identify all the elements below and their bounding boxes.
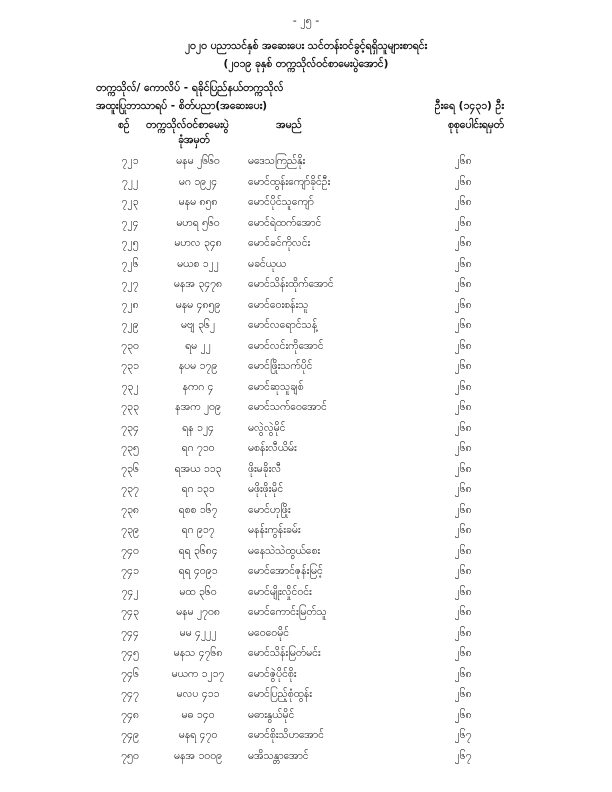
row-total: ၂၆၇ <box>454 729 472 741</box>
row-number: ၇၃၂ <box>121 380 139 393</box>
row-total: ၂၆၈ <box>454 380 472 393</box>
row-name: မောင်ဇွဲပိုင်စိုး <box>248 667 297 680</box>
table-row <box>0 217 612 235</box>
row-total: ၂၆၈ <box>454 278 472 290</box>
table-row <box>0 401 612 419</box>
row-name: မလွဲလွဲမိုင် <box>248 421 286 434</box>
table-row <box>0 319 612 337</box>
row-total: ၂၆၈ <box>454 155 472 167</box>
row-registration: မဓ ၁၄၀ <box>181 708 215 721</box>
row-name: မောင်ခင်ကိုလင်း <box>248 237 311 249</box>
row-total: ၂၆၈ <box>454 401 472 413</box>
row-number: ၇၄၂ <box>121 585 139 598</box>
row-registration: မနမ ၄၈၅၉ <box>175 298 221 311</box>
row-registration: ရဂ ၁၃၁ <box>181 483 215 495</box>
table-row <box>0 750 612 768</box>
table-row <box>0 196 612 214</box>
table-row <box>0 709 612 727</box>
row-total: ၂၆၈ <box>454 298 472 311</box>
row-registration: ရရ ၃၆၈၄ <box>178 544 218 557</box>
row-registration: မဟရ ၅၆၀ <box>176 216 220 229</box>
row-registration: မနအ ၁၀၀၉ <box>173 749 223 762</box>
row-name: မောင်စိုးသိဟအောင် <box>248 729 324 741</box>
row-name: မအိသန္တာအောင် <box>248 749 309 762</box>
row-total: ၂၆၈ <box>454 319 472 331</box>
row-number: ၇၂၆ <box>121 257 139 270</box>
row-number: ၇၂၈ <box>121 298 139 311</box>
row-total: ၂၆၈ <box>454 196 472 208</box>
row-name: မောင်အောင်ဇုန်းမြင့် <box>248 565 323 577</box>
row-registration: ရစစ ၁၆၇ <box>178 503 218 516</box>
table-row <box>0 504 612 522</box>
row-number: ၇၄၈ <box>121 708 139 721</box>
row-registration: မလပ ၄၁၁ <box>176 688 220 700</box>
row-number: ၇၄၄ <box>121 626 139 639</box>
row-number: ၇၂၅ <box>121 237 139 249</box>
table-row <box>0 483 612 501</box>
row-number: ၇၃၆ <box>121 462 139 475</box>
row-total: ၂၆၈ <box>454 688 472 700</box>
row-number: ၇၄၁ <box>121 565 139 577</box>
column-header-no: စဉ် <box>118 119 130 131</box>
row-registration: မနအ ၃၄၇၈ <box>173 278 223 290</box>
row-name: မောင်သိန်းမြတ်မင်း <box>248 647 321 659</box>
row-number: ၇၂၄ <box>121 216 139 229</box>
row-total: ၂၆၈ <box>454 626 472 639</box>
row-number: ၇၂၉ <box>121 319 139 331</box>
table-row <box>0 442 612 460</box>
table-row <box>0 278 612 296</box>
table-row <box>0 422 612 440</box>
row-total: ၂၆၈ <box>454 667 472 680</box>
table-row <box>0 647 612 665</box>
row-name: မောင်ဆုသူချစ် <box>248 380 304 393</box>
row-total: ၂၆၈ <box>454 216 472 229</box>
row-name: မနန်းကွန်းခမ်း <box>248 524 301 536</box>
table-row <box>0 545 612 563</box>
row-name: မောင်လရောင်သန့် <box>248 319 318 331</box>
row-total: ၂၆၈ <box>454 708 472 721</box>
row-name: မနေသဲသဲထွယ်စေး <box>248 544 321 557</box>
row-number: ၇၄၉ <box>121 729 139 741</box>
table-row <box>0 565 612 583</box>
row-total: ၂၆၈ <box>454 360 472 372</box>
row-name: မစန်းလီယိမ်း <box>248 442 297 454</box>
row-registration: မယစ ၁၂၂ <box>177 257 219 270</box>
row-registration: ရရ ၄၀၉၁ <box>178 565 218 577</box>
table-row <box>0 258 612 276</box>
row-registration: ရန ၁၂၄ <box>182 421 214 434</box>
row-registration: မနမ ၂၇၀၈ <box>176 606 220 618</box>
table-row <box>0 176 612 194</box>
table-row <box>0 606 612 624</box>
row-number: ၇၂၂ <box>121 175 139 188</box>
row-name: မဖိုးဖိုးမိုင် <box>248 483 284 495</box>
table-row <box>0 524 612 542</box>
page-number: - ၂၅ - <box>292 14 320 27</box>
column-header-name: အမည် <box>276 119 302 131</box>
table-row <box>0 155 612 173</box>
row-registration: မဟလ ၃၄၈ <box>174 237 222 249</box>
row-name: မောင်ထွန်းကျော်ခိုင်ဦး <box>248 175 331 188</box>
row-total: ၂၆၈ <box>454 175 472 188</box>
column-header-registration: တက္ကသိုလ်ဝင်စာမေးပွဲ <box>146 119 229 131</box>
row-name: မောင်ဟုဖြိုး <box>248 503 291 516</box>
table-row <box>0 237 612 255</box>
row-total: ၂၆၈ <box>454 503 472 516</box>
row-name: မဒေသကြည်နိုး <box>248 155 306 167</box>
row-total: ၂၆၈ <box>454 647 472 659</box>
table-row <box>0 463 612 481</box>
table-row <box>0 668 612 686</box>
row-number: ၇၅၀ <box>121 749 139 762</box>
row-registration: မနမ ၈၅၈ <box>178 196 218 208</box>
row-name: မောင်ပြည့်စုံထွန်း <box>248 688 312 700</box>
row-number: ၇၃၅ <box>121 442 139 454</box>
row-number: ၇၄၃ <box>121 606 139 618</box>
row-registration: ရဂ ၉၁၇ <box>181 524 215 536</box>
row-total: ၂၆၇ <box>454 749 472 762</box>
row-registration: နကဂ ၄ <box>182 380 214 393</box>
table-row <box>0 340 612 358</box>
row-number: ၇၄၆ <box>121 667 139 680</box>
table-row <box>0 688 612 706</box>
row-number: ၇၂၁ <box>121 155 139 167</box>
row-name: မဝေဝေမိုင် <box>248 626 290 639</box>
row-number: ၇၂၃ <box>121 196 139 208</box>
table-row <box>0 586 612 604</box>
row-total: ၂၆၈ <box>454 257 472 270</box>
row-total: ၂၆၈ <box>454 421 472 434</box>
row-name: မဓားနွယ်မိုင် <box>248 708 295 721</box>
university-line: တက္ကသိုလ်/ ကောလိပ် - ရခိုင်ပြည်နယ်တက္ကသိုလ် <box>96 82 284 94</box>
row-total: ၂၆၈ <box>454 544 472 557</box>
table-row <box>0 299 612 317</box>
row-number: ၇၃၃ <box>121 401 139 413</box>
row-registration: ရအယ ၁၁၃ <box>174 462 222 475</box>
row-registration: နပမ ၁၇၉ <box>178 360 218 372</box>
row-total: ၂၆၈ <box>454 585 472 598</box>
row-number: ၇၄၇ <box>121 688 139 700</box>
row-name: မောင်သိန်းထိုက်အောင် <box>248 278 334 290</box>
row-registration: မဗျ ၃၆၂ <box>181 319 215 331</box>
row-name: မောင်ဖြိုးသက်ပိုင် <box>248 360 313 372</box>
row-registration: မမ ၄၂၂၂ <box>179 626 217 639</box>
row-total: ၂၆၈ <box>454 606 472 618</box>
row-registration: မယက ၁၂၁၇ <box>171 667 225 680</box>
row-total: ၂၆၈ <box>454 524 472 536</box>
row-registration: မထ ၃၆၀ <box>179 585 217 598</box>
row-number: ၇၃၁ <box>121 360 139 372</box>
row-name: မောင်သက်ဝေအောင် <box>248 401 327 413</box>
column-header-seat-number: ခုံအမှတ် <box>178 134 210 146</box>
row-number: ၇၄၀ <box>121 544 139 557</box>
row-total: ၂၆၈ <box>454 565 472 577</box>
document-subtitle: (၂၀၁၉ ခုနှစ် တက္ကသိုလ်ဝင်စာမေးပွဲအောင်) <box>223 58 389 70</box>
row-number: ၇၄၅ <box>121 647 139 659</box>
row-name: မောင်လင်းကိုအောင် <box>248 339 324 352</box>
row-total: ၂၆၈ <box>454 339 472 352</box>
row-name: မောင်ပိုင်သူကျော် <box>248 196 314 208</box>
row-registration: မနသ ၄၇၆၈ <box>173 647 223 659</box>
row-number: ၇၃၄ <box>121 421 139 434</box>
table-row <box>0 360 612 378</box>
row-name: မခင်ယုယ <box>248 257 287 270</box>
subject-line: အထူးပြုဘာသာရပ် - စိတ်ပညာ(အဆေးပေး) <box>96 100 268 112</box>
row-name: မောင်ကောင်းမြတ်သူ <box>248 606 327 618</box>
row-registration: မနရ ၄၇၀ <box>178 729 218 741</box>
row-name: မောင်ဝေးစန်းသူ <box>248 298 309 311</box>
row-number: ၇၃၉ <box>121 524 139 536</box>
column-header-total-marks: စုစုပေါင်းရမှတ် <box>447 119 504 131</box>
row-registration: ရဂ ၇၁၀ <box>181 442 215 454</box>
row-number: ၇၃၈ <box>121 503 139 516</box>
row-registration: နအက ၂၀၉ <box>175 401 221 413</box>
row-total: ၂၆၈ <box>454 237 472 249</box>
row-number: ၇၃၀ <box>121 339 139 352</box>
row-number: ၇၂၇ <box>121 278 139 290</box>
row-total: ၂၆၈ <box>454 462 472 475</box>
row-registration: မနမ ၂၆၆၀ <box>176 155 220 167</box>
quota-label: ဦးရေ (၁၄၃၁) ဦး <box>434 100 504 112</box>
table-row <box>0 381 612 399</box>
row-registration: ရမ ၂၂ <box>185 339 211 352</box>
row-total: ၂၆၈ <box>454 483 472 495</box>
row-registration: မဂ ၁၉၂၄ <box>178 175 218 188</box>
row-name: ဖိုးမခိုးလီ <box>248 462 282 475</box>
document-title: ၂၀၂၀ ပညာသင်နှစ် အဆေးပေး သင်တန်းဝင်ခွင့်ရရှိသူများစာရင်း <box>184 40 428 52</box>
row-total: ၂၆၈ <box>454 442 472 454</box>
row-name: မောင်မျိုးလှိုင်ဝင်း <box>248 585 312 598</box>
row-name: မောင်ရဲထက်အောင် <box>248 216 322 229</box>
row-number: ၇၃၇ <box>121 483 139 495</box>
table-row <box>0 627 612 645</box>
table-row <box>0 729 612 747</box>
